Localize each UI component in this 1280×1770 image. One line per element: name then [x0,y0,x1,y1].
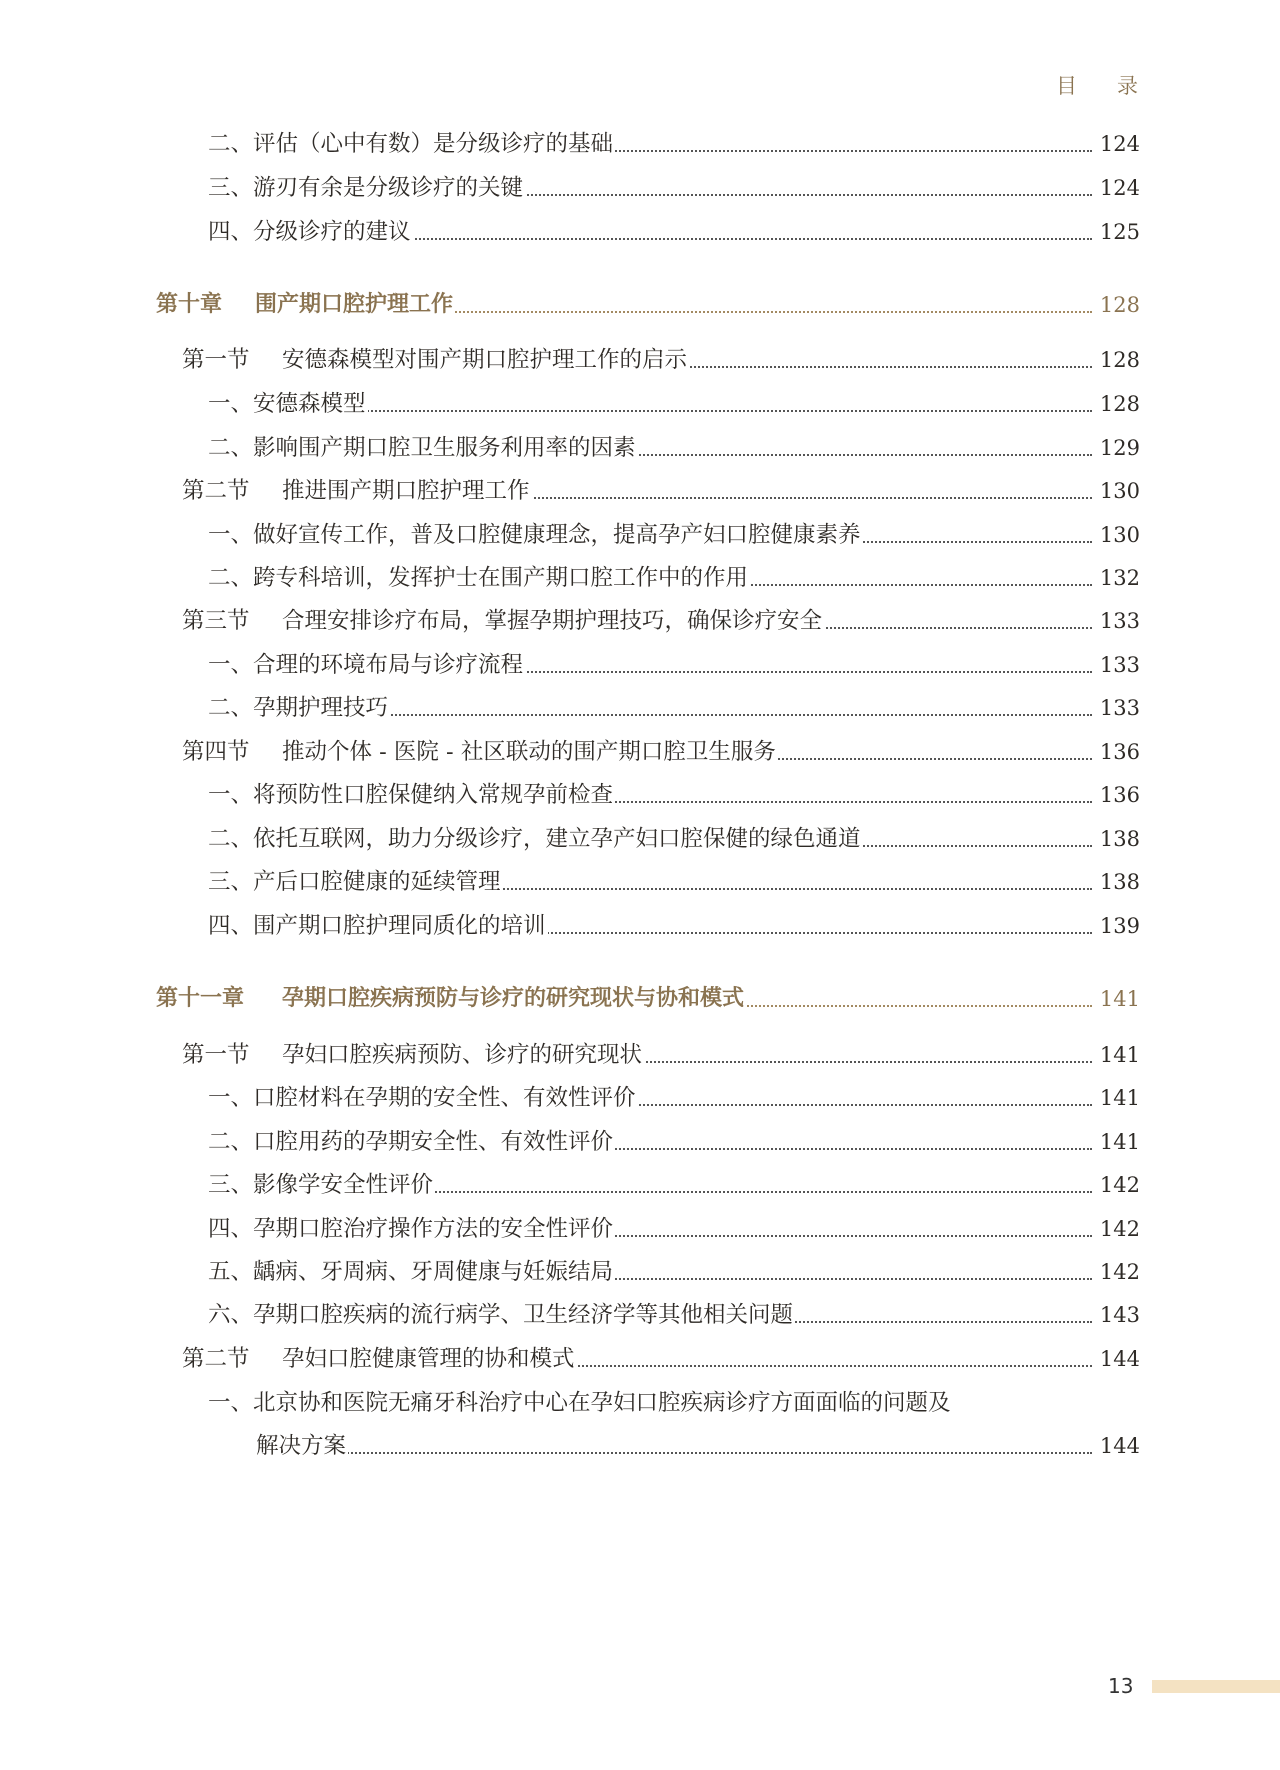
toc-entry-label [208,822,863,856]
toc-item-entry[interactable] [0,778,1280,812]
toc-section-entry[interactable] [0,343,1280,377]
toc-entry-number: 三、 [208,1172,254,1198]
toc-entry-number: 第四节 [182,739,250,765]
toc-entry-label [208,1386,953,1420]
toc-entry-number: 一、 [208,1085,254,1111]
toc-entry-number: 第十一章 [156,986,245,1011]
toc-entry-label [208,431,638,465]
toc-page-number: 124 [1094,171,1140,205]
toc-entry-label [182,604,824,638]
toc-entry-label [208,171,525,205]
toc-entry-title: 合理的环境布局与诊疗流程 [253,652,524,678]
toc-entry-label [208,561,750,595]
toc-entry-label [208,1298,795,1332]
toc-page-number: 129 [1094,431,1140,465]
toc-section-entry[interactable] [0,735,1280,769]
toc-item-entry[interactable] [0,909,1280,943]
toc-entry-number: 三、 [208,175,254,201]
toc-page-number: 143 [1094,1298,1140,1332]
toc-entry-label [182,735,778,769]
toc-entry-title: 龋病、牙周病、牙周健康与妊娠结局 [253,1259,614,1285]
toc-entry-number: 第一节 [182,347,250,373]
toc-page-number: 139 [1094,909,1140,943]
toc-entry-title: 依托互联网，助力分级诊疗，建立孕产妇口腔保健的绿色通道 [253,826,861,852]
toc-entry-number: 四、 [208,913,254,939]
toc-item-entry[interactable] [0,1429,1280,1463]
toc-item-entry[interactable] [0,1081,1280,1115]
toc-page-number: 138 [1094,822,1140,856]
toc-page-number: 133 [1094,691,1140,725]
toc-page-number: 128 [1094,343,1140,377]
toc-entry-title: 孕期口腔疾病的流行病学、卫生经济学等其他相关问题 [253,1302,794,1328]
toc-item-entry[interactable] [0,518,1280,552]
toc-entry-number: 一、 [208,652,254,678]
toc-leader-dots [276,1452,1092,1454]
toc-page-number: 136 [1094,735,1140,769]
toc-page-number: 128 [1094,387,1140,421]
toc-entry-title: 评估（心中有数）是分级诊疗的基础 [253,131,614,157]
toc-entry-title: 孕期口腔疾病预防与诊疗的研究现状与协和模式 [282,986,745,1011]
toc-item-entry[interactable] [0,822,1280,856]
toc-page-number: 142 [1094,1255,1140,1289]
header-char-1: 目 [1056,74,1079,98]
toc-page-number: 142 [1094,1212,1140,1246]
toc-entry-number: 二、 [208,565,254,591]
toc-page-number: 130 [1094,518,1140,552]
toc-entry-label [208,1212,615,1246]
toc-entry-label [208,127,615,161]
toc-entry-title: 安德森模型对围产期口腔护理工作的启示 [282,347,688,373]
toc-entry-label [156,982,746,1016]
toc-entry-number: 二、 [208,826,254,852]
toc-item-entry[interactable] [0,648,1280,682]
toc-entry-number: 第二节 [182,1346,250,1372]
header-char-2: 录 [1117,74,1140,98]
toc-page-number: 144 [1094,1429,1140,1463]
toc-entry-title: 将预防性口腔保健纳入常规孕前检查 [253,782,614,808]
toc-page-number: 141 [1094,1081,1140,1115]
toc-entry-number: 第十章 [156,292,223,317]
toc-entry-label [208,387,368,421]
toc-item-entry[interactable] [0,561,1280,595]
toc-page-number: 144 [1094,1342,1140,1376]
toc-item-entry[interactable] [0,1212,1280,1246]
toc-entry-title: 合理安排诊疗布局，掌握孕期护理技巧，确保诊疗安全 [282,608,823,634]
toc-page-number: 133 [1094,604,1140,638]
toc-entry-label [156,288,455,322]
toc-section-entry[interactable] [0,474,1280,508]
toc-page-number: 132 [1094,561,1140,595]
toc-entry-label [208,1081,638,1115]
toc-page-number: 141 [1094,982,1140,1016]
toc-page-number: 141 [1094,1125,1140,1159]
toc-entry-label [208,691,390,725]
toc-entry-number: 一、 [208,1390,254,1416]
toc-entry-label [256,1429,348,1463]
toc-entry-title: 口腔材料在孕期的安全性、有效性评价 [253,1085,636,1111]
toc-entry-label [208,215,413,249]
toc-item-entry[interactable] [0,127,1280,161]
toc-entry-number: 二、 [208,131,254,157]
toc-entry-label [208,909,548,943]
toc-item-entry[interactable] [0,215,1280,249]
toc-entry-title: 产后口腔健康的延续管理 [253,869,501,895]
toc-entry-title: 影响围产期口腔卫生服务利用率的因素 [253,435,636,461]
toc-page-number: 128 [1094,288,1140,322]
toc-entry-number: 二、 [208,435,254,461]
toc-entry-number: 一、 [208,522,254,548]
toc-chapter-entry[interactable] [0,982,1280,1016]
toc-entry-number: 第二节 [182,478,250,504]
toc-entry-title: 孕期口腔治疗操作方法的安全性评价 [253,1216,614,1242]
toc-entry-title: 口腔用药的孕期安全性、有效性评价 [253,1129,614,1155]
toc-entry-title: 推进围产期口腔护理工作 [282,478,530,504]
toc-entry-number: 三、 [208,869,254,895]
page-number: 13 [1108,1674,1134,1698]
toc-entry-number: 二、 [208,695,254,721]
toc-item-entry[interactable] [0,1298,1280,1332]
toc-entry-label [182,1342,577,1376]
toc-entry-title: 游刃有余是分级诊疗的关键 [253,175,524,201]
toc-entry-title: 孕妇口腔健康管理的协和模式 [282,1346,575,1372]
toc-item-entry[interactable] [0,171,1280,205]
toc-page-number: 142 [1094,1168,1140,1202]
toc-entry-title: 围产期口腔护理同质化的培训 [253,913,546,939]
toc-entry-number: 四、 [208,219,254,245]
toc-entry-title: 推动个体 - 医院 - 社区联动的围产期口腔卫生服务 [282,739,776,765]
toc-section-entry[interactable] [0,1038,1280,1072]
toc-entry-title: 解决方案 [256,1433,347,1459]
toc-entry-label [208,1255,615,1289]
toc-entry-number: 一、 [208,391,254,417]
toc-page-number: 136 [1094,778,1140,812]
toc-entry-number: 第三节 [182,608,250,634]
toc-entry-number: 一、 [208,782,254,808]
toc-entry-number: 第一节 [182,1042,250,1068]
toc-item-entry[interactable] [0,431,1280,465]
toc-entry-label [208,1125,615,1159]
toc-entry-number: 二、 [208,1129,254,1155]
toc-page-number: 125 [1094,215,1140,249]
toc-entry-title: 孕妇口腔疾病预防、诊疗的研究现状 [282,1042,643,1068]
toc-item-entry[interactable] [0,865,1280,899]
toc-entry-label [182,343,689,377]
toc-chapter-entry[interactable] [0,288,1280,322]
toc-entry-title: 北京协和医院无痛牙科治疗中心在孕妇口腔疾病诊疗方面面临的问题及 [253,1390,951,1416]
toc-entry-label [208,648,525,682]
toc-item-entry[interactable] [0,1168,1280,1202]
toc-entry-title: 做好宣传工作，普及口腔健康理念，提高孕产妇口腔健康素养 [253,522,861,548]
toc-page-number: 130 [1094,474,1140,508]
toc-item-entry[interactable] [0,1125,1280,1159]
toc-page-number: 133 [1094,648,1140,682]
toc-entry-title: 孕期护理技巧 [253,695,389,721]
toc-entry-number: 六、 [208,1302,254,1328]
toc-page-number: 124 [1094,127,1140,161]
toc-entry-number: 四、 [208,1216,254,1242]
toc-entry-title: 影像学安全性评价 [253,1172,434,1198]
toc-item-entry[interactable] [0,1386,1280,1420]
toc-section-entry[interactable] [0,604,1280,638]
toc-item-entry[interactable] [0,1255,1280,1289]
running-header [1056,70,1140,100]
toc-entry-title: 安德森模型 [253,391,366,417]
toc-entry-label [208,1168,435,1202]
toc-entry-title: 跨专科培训，发挥护士在围产期口腔工作中的作用 [253,565,749,591]
toc-page-number: 141 [1094,1038,1140,1072]
toc-entry-label [208,518,863,552]
toc-entry-title: 分级诊疗的建议 [253,219,411,245]
footer-decoration-bar [1152,1680,1280,1693]
toc-item-entry[interactable] [0,691,1280,725]
toc-entry-label [208,865,503,899]
toc-entry-label [182,474,532,508]
toc-page-number: 138 [1094,865,1140,899]
toc-entry-label [182,1038,644,1072]
toc-entry-number: 五、 [208,1259,254,1285]
toc-section-entry[interactable] [0,1342,1280,1376]
toc-item-entry[interactable] [0,387,1280,421]
toc-entry-title: 围产期口腔护理工作 [255,292,454,317]
toc-entry-label [208,778,615,812]
